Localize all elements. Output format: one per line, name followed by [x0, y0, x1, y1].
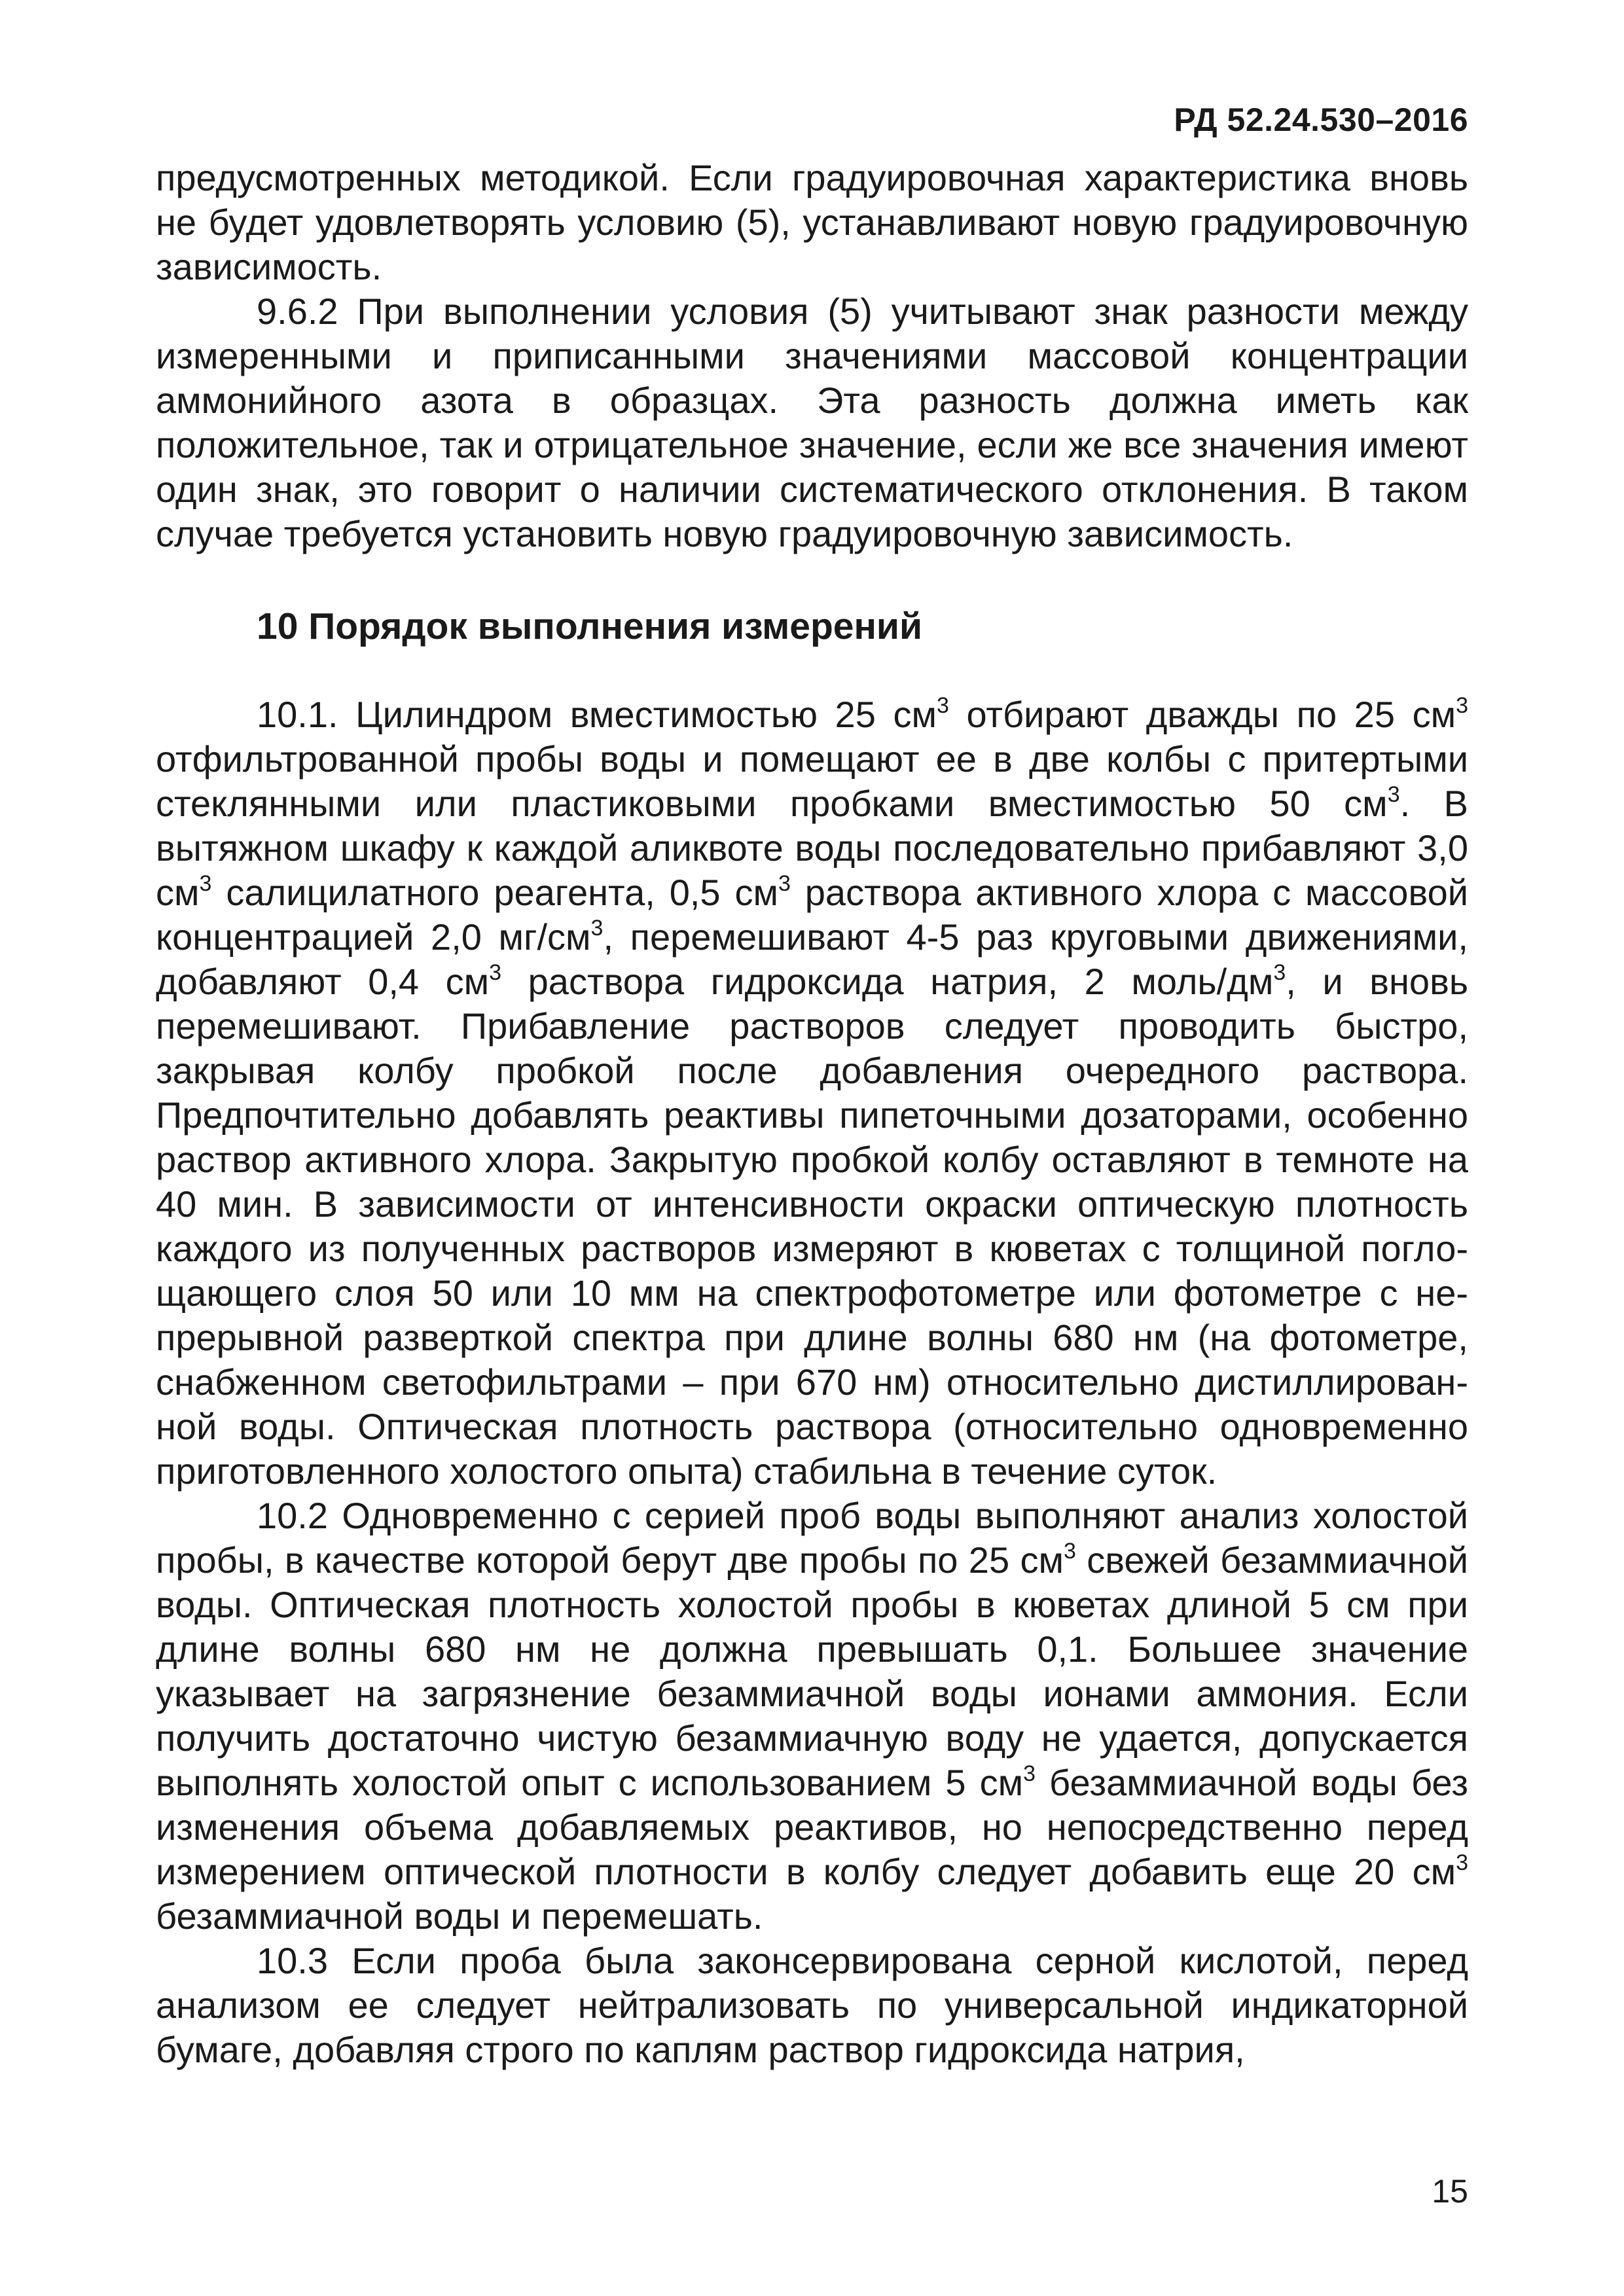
- body-text: [156, 156, 1468, 2072]
- text-run: . В вытяжном шкафу к каждой аликвоте воды последовательно прибавляют 3,0 см: [156, 783, 1468, 913]
- text-run: отбирают дважды по 25 см: [948, 694, 1456, 735]
- section-heading: 10 Порядок выполнения измерений: [257, 605, 923, 647]
- paragraph-10-1: [156, 692, 1468, 1494]
- superscript: 3: [1023, 1761, 1036, 1786]
- text-run: безаммиачной воды без изменения объема добавляемых реактивов, но непосредственно перед измерением оптической плотности в колбу следует добавить еще 20 см: [156, 1762, 1469, 1892]
- superscript: 3: [590, 916, 604, 941]
- superscript: 3: [199, 871, 212, 896]
- superscript: 3: [1456, 1850, 1468, 1875]
- text-run: отфильтрованной пробы воды и помещают ее в две колбы с притертыми стеклянными или пластиковыми пробками вместимостью 50 см: [156, 738, 1468, 824]
- paragraph-continuation: предусмотренных методикой. Если градуировочная характеристика вновь не будет удовлетворять условию (5), устанавливают новую градуировочную зависимость.: [156, 157, 1468, 287]
- text-run: свежей безаммиачной воды. Оптическая плотность холостой пробы в кюветах длиной 5 см при длине волны 680 нм не должна превышать 0,1. Большее значение указывает на загрязнение безаммиачной воды ионами аммония. Если получить достаточно чистую безаммиачную воду не удается, допускается выполнять холостой опыт с использованием 5 см: [156, 1539, 1469, 1803]
- paragraph-10-2: [156, 1494, 1468, 1939]
- text-run: салицилатного реагента, 0,5 см: [211, 872, 778, 913]
- text-run: 10.2 Одновременно с серией проб воды выполняют анализ холостой пробы, в качестве которой берут две пробы по 25 см: [156, 1495, 1468, 1581]
- superscript: 3: [936, 693, 949, 718]
- text-run: безаммиачной воды и перемешать.: [156, 1895, 763, 1937]
- text-run: , перемешивают 4-5 раз круговыми движениями, добавляют 0,4 см: [156, 916, 1468, 1002]
- text-run: 10.1. Цилиндром вместимостью 25 см: [257, 694, 937, 735]
- superscript: 3: [1387, 782, 1400, 807]
- superscript: 3: [1456, 693, 1468, 718]
- document-code: РД 52.24.530–2016: [1174, 101, 1468, 138]
- page-number: 15: [1432, 2173, 1468, 2210]
- superscript: 3: [489, 960, 502, 985]
- text-run: , и вновь перемешивают. Прибавление растворов следует проводить быстро, закрывая колбу пробкой после добавления очередного раствора. Предпочтительно добавлять реактивы пипеточными дозаторами, особенно раствор активного хлора. Закрытую пробкой колбу оставляют в темноте на 40 мин. В зависимости от интенсивности окраски оптическую плотность каждого из полученных растворов измеряют в кюветах с толщиной поглощающего слоя 50 или 10 мм на спектрофотометре или фотометре с непрерывной разверткой спектра при длине волны 680 нм (на фотометре, снабженном светофильтрами – при 670 нм) относительно дистиллированной воды. Оптическая плотность раствора (относительно одновременно приготовленного холостого опыта) стабильна в течение суток.: [156, 961, 1468, 1492]
- text-run: раствора активного хлора с массовой концентрацией 2,0 мг/см: [156, 872, 1468, 958]
- superscript: 3: [778, 871, 791, 896]
- paragraph-9-6-2: 9.6.2 При выполнении условия (5) учитывают знак разности между измеренными и приписанными значениями массовой концентрации аммонийного азота в образцах. Эта разность должна иметь как положительное, так и отрицательное значение, если же все значения имеют один знак, это говорит о наличии систематического отклонения. В таком случае требуется установить новую градуировочную зависимость.: [156, 291, 1468, 554]
- text-run: раствора гидроксида натрия, 2 моль/дм: [501, 961, 1274, 1002]
- paragraph-10-3: 10.3 Если проба была законсервирована серной кислотой, перед анализом ее следует нейтрализовать по универсальной индикаторной бумаге, добавляя строго по каплям раствор гидроксида натрия,: [156, 1940, 1468, 2070]
- superscript: 3: [1063, 1539, 1076, 1564]
- superscript: 3: [1273, 960, 1286, 985]
